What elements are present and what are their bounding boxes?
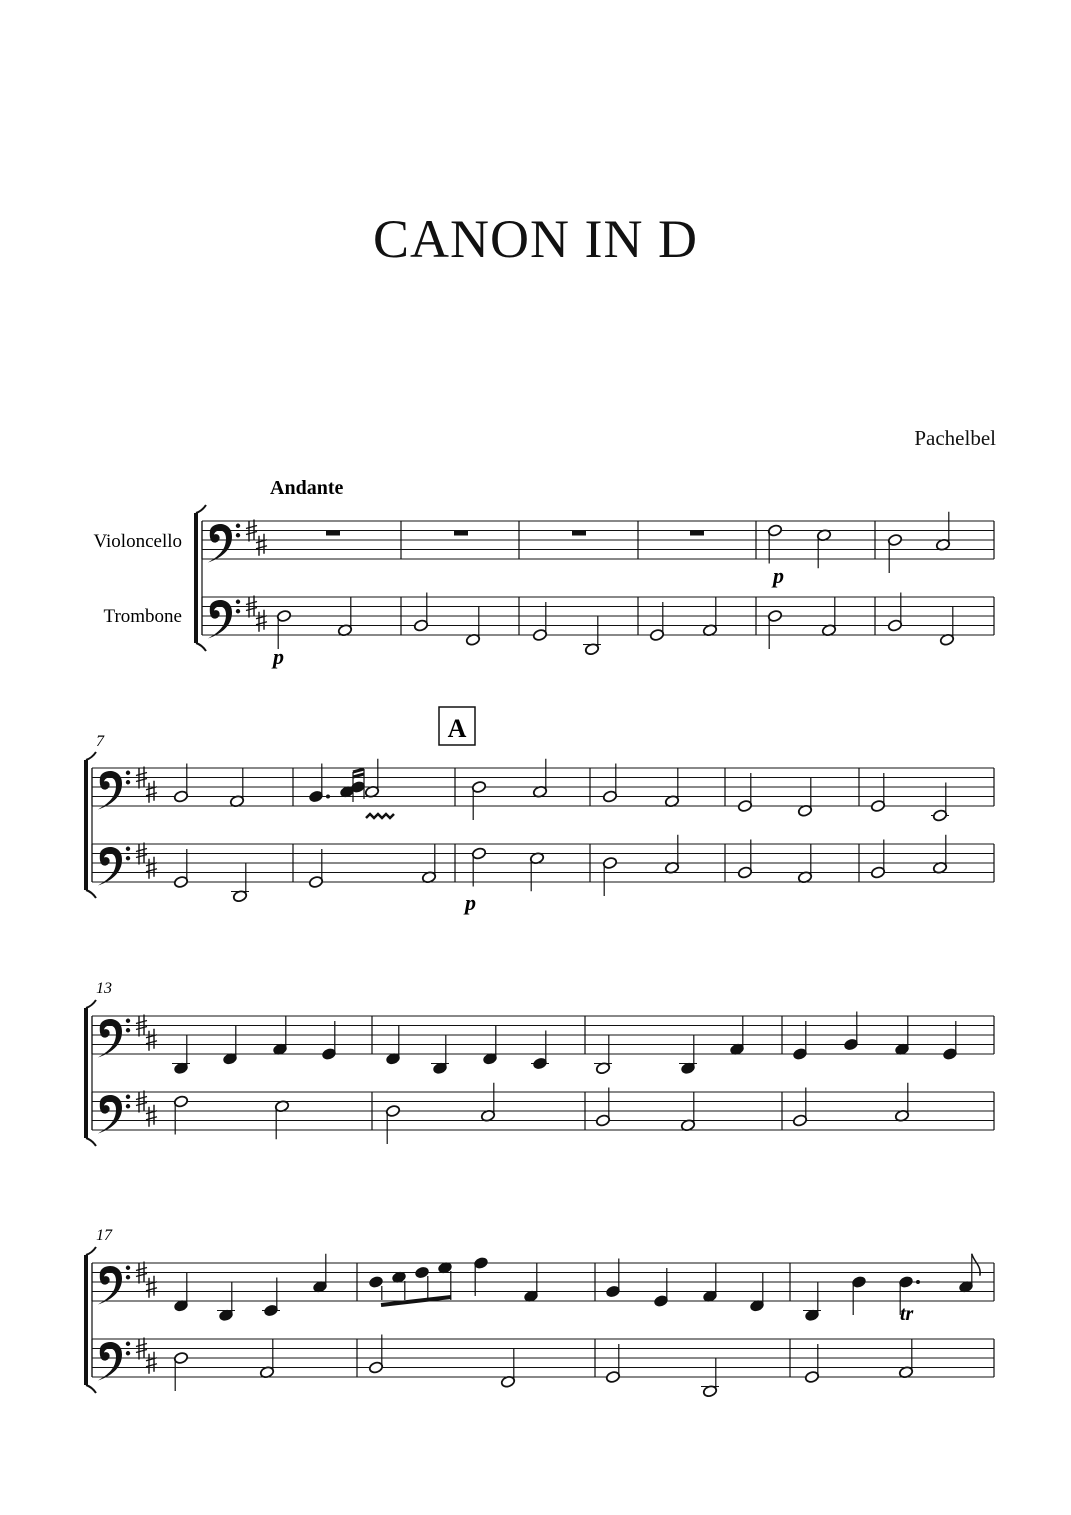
sharp-accidental (146, 1352, 157, 1374)
bass-clef-dot (126, 1266, 130, 1270)
sharp-accidental (146, 781, 157, 803)
bass-clef-dot (236, 600, 240, 604)
bass-clef-dot (126, 1104, 130, 1108)
trill-marking: tr (900, 1303, 914, 1325)
bracket-top (86, 1000, 96, 1008)
dynamic-piano: p (465, 890, 476, 915)
dynamic-piano: p (773, 563, 784, 588)
sixteenth-beam (353, 769, 364, 777)
sharp-accidental (256, 534, 267, 556)
sharp-accidental (146, 857, 157, 879)
whole-rest (454, 531, 468, 536)
dynamic-piano: p (273, 644, 284, 669)
bass-clef-dot (236, 533, 240, 537)
measure-number-7: 7 (96, 733, 104, 750)
measure-number-13: 13 (96, 980, 112, 997)
bass-clef-dot (126, 847, 130, 851)
sharp-accidental (146, 1029, 157, 1051)
bracket-bottom (86, 1138, 96, 1146)
whole-rest (326, 531, 340, 536)
bass-clef-dot (126, 1342, 130, 1346)
bass-clef-dot (126, 1019, 130, 1023)
bracket-bottom (86, 1385, 96, 1393)
augmentation-dot (916, 1280, 920, 1284)
sharp-accidental (146, 1105, 157, 1127)
bass-clef-dot (126, 856, 130, 860)
augmentation-dot (326, 795, 330, 799)
instrument-label-trombone: Trombone (103, 606, 182, 627)
bass-clef-icon (98, 1342, 122, 1380)
composer-name: Pachelbel (914, 426, 996, 450)
rehearsal-mark-a: A (447, 714, 467, 743)
bass-clef-icon (98, 1266, 122, 1304)
bass-clef-dot (126, 1095, 130, 1099)
bass-clef-dot (126, 1275, 130, 1279)
whole-rest (572, 531, 586, 536)
bass-clef-dot (236, 609, 240, 613)
bass-clef-dot (126, 1028, 130, 1032)
whole-rest (690, 531, 704, 536)
bass-clef-dot (126, 771, 130, 775)
bass-clef-icon (98, 1019, 122, 1057)
bass-clef-dot (126, 1351, 130, 1355)
bracket-bottom (86, 890, 96, 898)
measure-number-17: 17 (96, 1227, 112, 1244)
piece-title: CANON IN D (373, 209, 698, 269)
bass-clef-icon (208, 600, 232, 638)
bass-clef-icon (98, 847, 122, 885)
tempo-marking: Andante (270, 477, 344, 499)
bracket-top (86, 752, 96, 760)
bass-clef-icon (98, 771, 122, 809)
bass-clef-icon (208, 524, 232, 562)
bass-clef-dot (236, 524, 240, 528)
mordent-ornament (366, 814, 394, 818)
bracket-bottom (196, 643, 206, 651)
bracket-top (86, 1247, 96, 1255)
notation-layer (86, 505, 994, 1398)
sharp-accidental (256, 610, 267, 632)
bass-clef-icon (98, 1095, 122, 1133)
instrument-label-violoncello: Violoncello (93, 531, 182, 552)
sharp-accidental (146, 1276, 157, 1298)
bass-clef-dot (126, 780, 130, 784)
bracket-top (196, 505, 206, 513)
